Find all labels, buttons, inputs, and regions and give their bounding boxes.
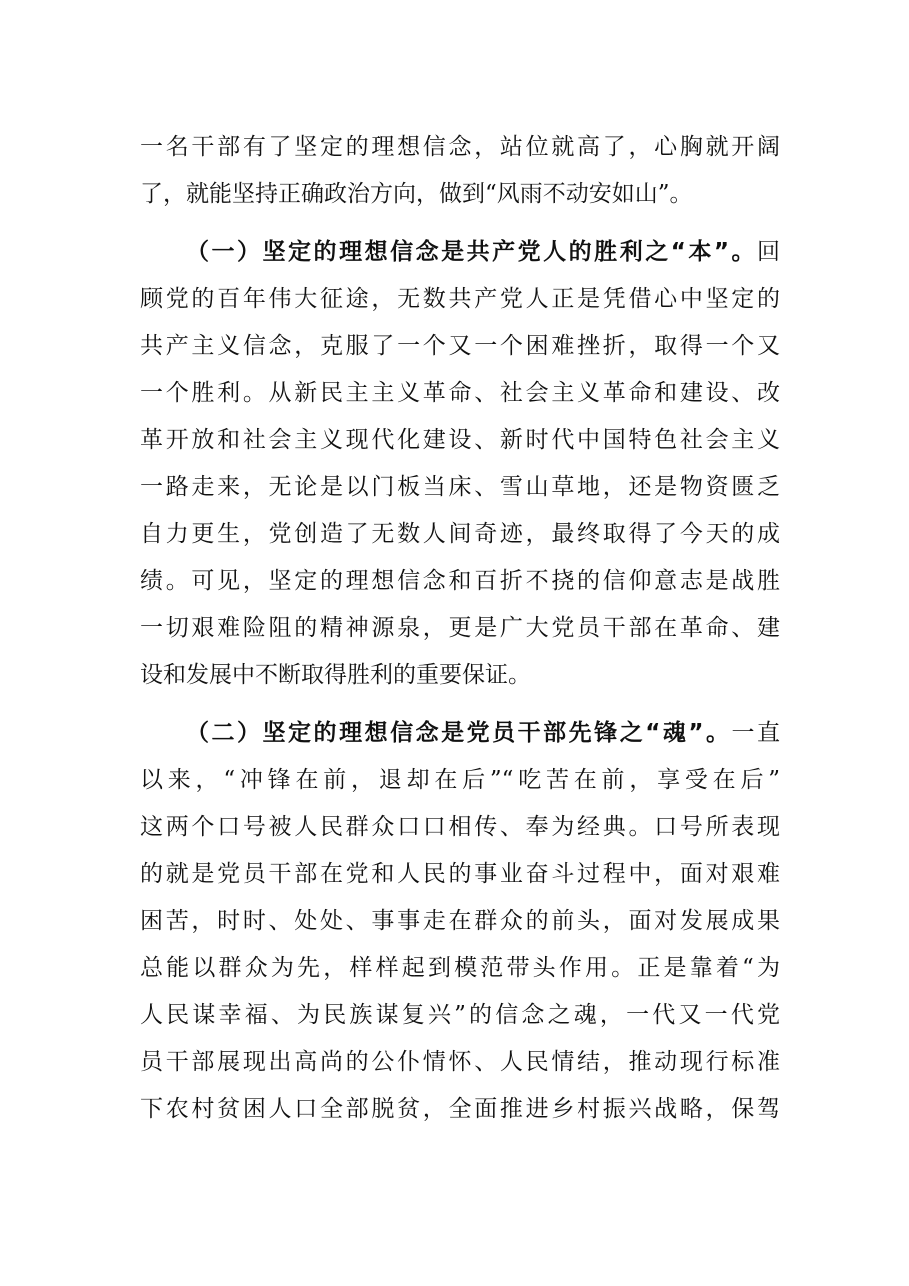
section-two-line: 困苦，时时、处处、事事走在群众的前头，面对发展成果	[140, 908, 780, 934]
section-two-first-line-rest: 一直	[731, 720, 781, 746]
section-two-heading: （二）坚定的理想信念是党员干部先锋之“魂”。	[186, 720, 732, 746]
section-one-line: 设和发展中不断取得胜利的重要保证。	[140, 662, 531, 688]
section-two-line: 的就是党员干部在党和人民的事业奋斗过程中，面对艰难	[140, 861, 780, 887]
section-two-line: 下农村贫困人口全部脱贫，全面推进乡村振兴战略，保驾	[140, 1096, 780, 1122]
section-one-line: 一切艰难险阻的精神源泉，更是广大党员干部在革命、建	[140, 615, 780, 641]
section-one-first-line	[186, 232, 780, 272]
section-one-line: 共产主义信念，克服了一个又一个困难挫折，取得一个又	[140, 333, 780, 359]
section-two-line: 以来，“冲锋在前，退却在后”“吃苦在前，享受在后”	[140, 767, 780, 793]
section-two-first-line	[186, 713, 780, 753]
section-two-line: 员干部展现出高尚的公仆情怀、人民情结，推动现行标准	[140, 1049, 780, 1075]
section-one-line: 一路走来，无论是以门板当床、雪山草地，还是物资匮乏	[140, 474, 780, 500]
section-one-line: 自力更生，党创造了无数人间奇迹，最终取得了今天的成	[140, 521, 780, 547]
section-one-line: 顾党的百年伟大征途，无数共产党人正是凭借心中坚定的	[140, 286, 780, 312]
section-two-line: 这两个口号被人民群众口口相传、奉为经典。口号所表现	[140, 814, 780, 840]
section-one-line: 一个胜利。从新民主主义革命、社会主义革命和建设、改	[140, 380, 780, 406]
section-one-line: 绩。可见，坚定的理想信念和百折不挠的信仰意志是战胜	[140, 568, 780, 594]
section-one-line: 革开放和社会主义现代化建设、新时代中国特色社会主义	[140, 427, 780, 453]
intro-line-2: 了，就能坚持正确政治方向，做到“风雨不动安如山”。	[140, 181, 693, 207]
section-one-first-line-rest: 回	[757, 239, 780, 265]
section-one-heading: （一）坚定的理想信念是共产党人的胜利之“本”。	[186, 239, 757, 265]
intro-line-1: 一名干部有了坚定的理想信念，站位就高了，心胸就开阔	[140, 134, 780, 160]
section-two-line: 人民谋幸福、为民族谋复兴”的信念之魂，一代又一代党	[140, 1002, 780, 1028]
section-two-line: 总能以群众为先，样样起到模范带头作用。正是靠着“为	[140, 955, 780, 981]
